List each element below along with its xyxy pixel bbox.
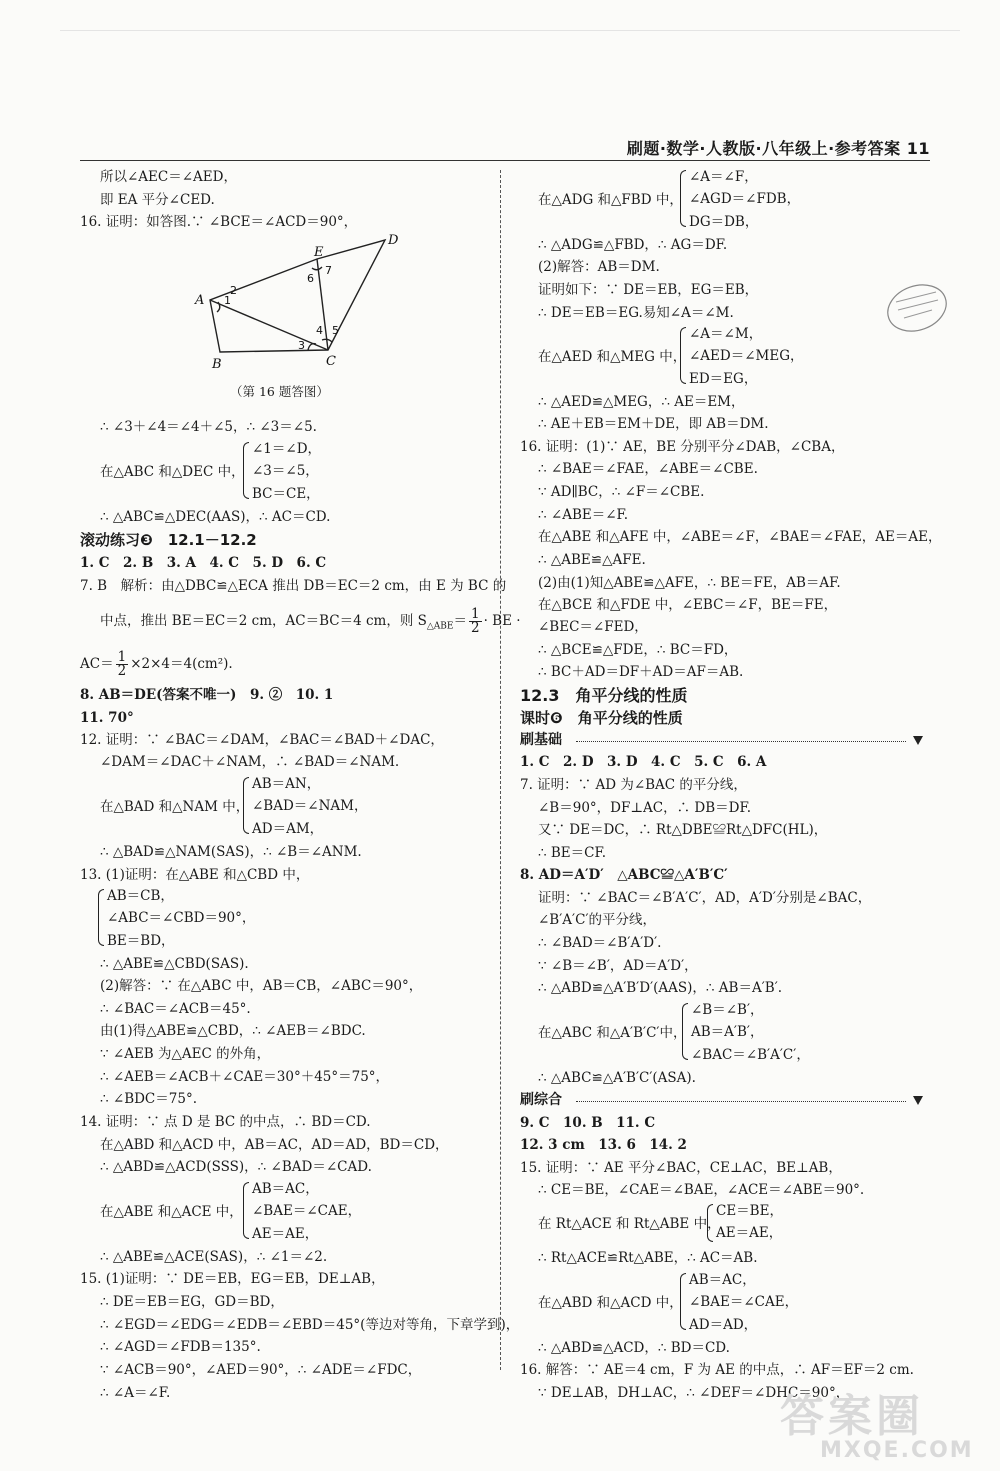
condition: ∠1＝∠D，: [252, 441, 322, 457]
text-line: ∴ △ABE≌△AFE.: [538, 552, 646, 568]
condition: ∠BAD＝∠NAM，: [252, 798, 368, 814]
text-line: 证明如下：∵ DE＝EB，EG＝EB，: [538, 282, 759, 298]
text-line: 证明：∵ ∠BAC＝∠B′A′C′，AD，A′D′分别是∠BAC，: [538, 890, 872, 906]
text-line: ∴ △ABE≌△ACE(SAS)，∴ ∠1＝∠2.: [100, 1249, 328, 1265]
condition: AE＝AE，: [252, 1226, 319, 1242]
fraction: [116, 651, 129, 678]
label-6: 6: [307, 272, 314, 285]
numerator: 1: [117, 649, 127, 665]
denominator: 2: [470, 620, 480, 636]
header-title: [627, 136, 930, 159]
label-e: E: [314, 245, 324, 260]
page-number: 11: [906, 139, 930, 158]
condition: ∠B＝∠B′，: [691, 1002, 764, 1018]
text-line: ∴ △ABD≌△A′B′D′(AAS)，∴ AB＝A′B′.: [538, 980, 783, 996]
text-line: ∠B′A′C′的平分线，: [538, 912, 657, 928]
subscript: △ABE: [426, 621, 454, 632]
text-segment: ＝: [453, 613, 467, 629]
condition: AB＝AC，: [252, 1181, 319, 1197]
text-line: ∵ ∠B＝∠B′，AD＝A′D′，: [538, 958, 698, 974]
answer-line: 8. AD＝A′D′ △ABC≌△A′B′C′: [520, 867, 728, 883]
text-line: ∴ ∠BAE＝∠FAE，∠ABE＝∠CBE.: [538, 461, 758, 477]
text-line: ∴ △BAD≌△NAM(SAS)，∴ ∠B＝∠ANM.: [100, 844, 362, 860]
text-line: ∴ BE＝CF.: [538, 845, 607, 861]
text-line: 15. (1)证明：∵ DE＝EB，EG＝EB，DE⊥AB，: [80, 1271, 385, 1287]
text-line: ∴ DE＝EB＝EG，GD＝BD，: [100, 1294, 284, 1310]
text-line: ∴ ∠EGD＝∠EDG＝∠EDB＝∠EBD＝45°(等边对等角，下章学到)，: [100, 1317, 520, 1333]
condition: DG＝DB，: [689, 214, 759, 230]
text-line: (2)解答：AB＝DM.: [538, 259, 660, 275]
text-line: ∴ △AED≌△MEG，∴ AE＝EM，: [538, 394, 745, 410]
condition: AD＝AD，: [689, 1317, 758, 1333]
text-line: ∴ ∠AGD＝∠FDB＝135°.: [100, 1339, 261, 1355]
system-intro: 在△ABC 和△DEC 中，: [100, 464, 245, 480]
text-line: 所以∠AEC＝∠AED，: [100, 169, 237, 185]
text-line: ∵ ∠AEB 为△AEC 的外角，: [100, 1046, 271, 1062]
answer-line: 1. C 2. B 3. A 4. C 5. D 6. C: [80, 555, 327, 571]
text-line: 16. 证明：如答图.∵ ∠BCE＝∠ACD＝90°，: [80, 214, 358, 230]
system-intro: 在△ADG 和△FBD 中，: [538, 192, 683, 208]
label-7: 7: [325, 264, 332, 277]
text-line: ∴ CE＝BE，∠CAE＝∠BAE，∠ACE＝∠ABE＝90°.: [538, 1182, 865, 1198]
label-b: B: [212, 357, 222, 372]
text-line: 在△ABD 和△ACD 中，AB＝AC，AD＝AD，BD＝CD，: [100, 1137, 449, 1153]
text-line: ∵ ∠ACB＝90°，∠AED＝90°，∴ ∠ADE＝∠FDC，: [100, 1362, 422, 1378]
condition: AE＝AE，: [716, 1225, 783, 1241]
system-intro: 在 Rt△ACE 和 Rt△ABE 中，: [538, 1216, 721, 1232]
label-a: A: [195, 293, 205, 308]
section-title: 12.3 角平分线的性质: [520, 686, 688, 705]
text-line: 13. (1)证明：在△ABE 和△CBD 中，: [80, 867, 310, 883]
label-3: 3: [298, 339, 305, 352]
text-line: 由(1)得△ABE≌△CBD，∴ ∠AEB＝∠BDC.: [100, 1023, 366, 1039]
system-intro: 在△AED 和△MEG 中，: [538, 349, 687, 365]
text-line: [80, 651, 233, 678]
watermark-url: MXQE.COM: [820, 1438, 974, 1463]
label-d: D: [388, 233, 399, 248]
text-line: 7. 证明：∵ AD 为∠BAC 的平分线，: [520, 777, 747, 793]
fraction: [469, 608, 482, 635]
text-line: ∴ ∠BDC＝75°.: [100, 1091, 197, 1107]
condition: ∠AGD＝∠FDB，: [689, 191, 801, 207]
condition: AB＝AN，: [252, 776, 321, 792]
system-intro: 在△ABD 和△ACD 中，: [538, 1295, 683, 1311]
text-line: 12. 证明：∵ ∠BAC＝∠DAM，∠BAC＝∠BAD＋∠DAC，: [80, 732, 444, 748]
brace: [707, 1204, 713, 1242]
book-title: 刷题·数学·人教版·八年级上·参考答案: [626, 139, 901, 158]
text-line: 16. 证明：(1)∵ AE，BE 分别平分∠DAB，∠CBA，: [520, 439, 845, 455]
text-line: 15. 证明：∵ AE 平分∠BAC，CE⊥AC，BE⊥AB，: [520, 1160, 842, 1176]
text-segment: ×2×4＝4(cm²).: [130, 656, 233, 672]
condition: ∠A＝∠F，: [689, 169, 758, 185]
dotted-rule: [576, 1101, 906, 1102]
answer-line: 11. 70°: [80, 710, 134, 726]
text-line: (2)解答：∵ 在△ABC 中，AB＝CB，∠ABC＝90°，: [100, 978, 423, 994]
brace: [243, 1182, 249, 1239]
text-line: ∠B＝90°，DF⊥AC，∴ DB＝DF.: [538, 800, 752, 816]
brace: [680, 1273, 686, 1330]
text-segment: 中点，推出 BE＝EC＝2 cm，AC＝BC＝4 cm，则 S: [100, 613, 427, 629]
practice-bar-label: 刷基础: [520, 732, 562, 748]
text-segment: · BE ·: [483, 613, 521, 629]
text-line: 7. B 解析：由△DBC≌△ECA 推出 DB＝EC＝2 cm，由 E 为 BC 的: [80, 578, 507, 594]
label-2: 2: [230, 284, 237, 297]
text-line: ∠BEC＝∠FED，: [538, 619, 648, 635]
text-line: 在△BCE 和△FDE 中，∠EBC＝∠F，BE＝FE，: [538, 597, 838, 613]
condition: ∠BAE＝∠CAE，: [252, 1203, 362, 1219]
condition: BE＝BD，: [107, 933, 175, 949]
condition: ∠3＝∠5，: [252, 463, 319, 479]
denominator: 2: [117, 663, 127, 679]
label-4: 4: [316, 324, 323, 337]
text-line: ∴ DE＝EB＝EG.易知∠A＝∠M.: [538, 305, 734, 321]
figure-16: [190, 230, 510, 372]
section-title: 滚动练习❸ 12.1－12.2: [80, 531, 257, 549]
watermark-logo: [770, 1380, 990, 1470]
triangle-down-icon: [913, 1096, 923, 1105]
line-ac: [210, 300, 328, 350]
header-rule: [80, 160, 930, 161]
label-c: C: [326, 354, 336, 369]
brace: [98, 889, 104, 946]
practice-bar-label: 刷综合: [520, 1092, 562, 1108]
text-line: ∴ AE＋EB＝EM＋DE，即 AB＝DM.: [538, 416, 769, 432]
text-line: ∴ △ADG≌△FBD，∴ AG＝DF.: [538, 237, 728, 253]
text-line: ∴ △BCE≌△FDE，∴ BC＝FD，: [538, 642, 738, 658]
text-line: 又∵ DE＝DC，∴ Rt△DBE≌Rt△DFC(HL)，: [538, 822, 828, 838]
figure-caption: （第 16 题答图）: [230, 384, 329, 399]
text-line: 16. 解答：∵ AE＝4 cm，F 为 AE 的中点，∴ AF＝EF＝2 cm.: [520, 1362, 914, 1378]
text-line: ∴ BC＋AD＝DF＋AD＝AF＝AB.: [538, 664, 744, 680]
text-line: 在△ABE 和△AFE 中，∠ABE＝∠F，∠BAE＝∠FAE，AE＝AE，: [538, 529, 942, 545]
text-segment: AC＝: [80, 656, 114, 672]
text-line: ∵ AD∥BC，∴ ∠F＝∠CBE.: [538, 484, 705, 500]
lesson-title: 课时❻ 角平分线的性质: [520, 709, 683, 727]
stamp-icon: [882, 278, 952, 338]
condition: BC＝CE，: [252, 486, 320, 502]
text-line: ∠DAM＝∠DAC＋∠NAM，∴ ∠BAD＝∠NAM.: [100, 754, 400, 770]
condition: CE＝BE，: [716, 1203, 783, 1219]
scan-edge-line: [60, 30, 960, 31]
page-header: [80, 136, 930, 158]
condition: AB＝AC，: [689, 1272, 756, 1288]
text-line: [100, 608, 521, 636]
condition: ∠AED＝∠MEG，: [689, 348, 804, 364]
text-line: 14. 证明：∵ 点 D 是 BC 的中点，∴ BD＝CD.: [80, 1114, 371, 1130]
watermark-text: 答案圈: [780, 1391, 924, 1442]
answer-line: 1. C 2. D 3. D 4. C 5. C 6. A: [520, 754, 767, 770]
answer-line: 12. 3 cm 13. 6 14. 2: [520, 1137, 687, 1153]
text-line: ∴ ∠AEB＝∠ACB＋∠CAE＝30°＋45°＝75°，: [100, 1069, 390, 1085]
text-line: 即 EA 平分∠CED.: [100, 192, 215, 208]
condition: ∠BAE＝∠CAE，: [689, 1294, 799, 1310]
condition: AB＝CB，: [107, 888, 174, 904]
text-line: ∴ ∠ABE＝∠F.: [538, 507, 629, 523]
system-intro: 在△ABE 和△ACE 中，: [100, 1204, 243, 1220]
label-1: 1: [224, 294, 231, 307]
brace: [680, 327, 686, 384]
text-line: ∵ DE⊥AB，DH⊥AC，∴ ∠DEF＝∠DHC＝90°，: [538, 1385, 850, 1401]
text-line: ∴ ∠BAC＝∠ACB＝45°.: [100, 1001, 251, 1017]
text-line: (2)由(1)知△ABE≌△AFE，∴ BE＝FE，AB＝AF.: [538, 575, 841, 591]
brace: [243, 442, 249, 499]
condition: AB＝A′B′，: [691, 1024, 764, 1040]
text-line: ∴ △ABE≌△CBD(SAS).: [100, 956, 249, 972]
text-line: ∴ △ABC≌△DEC(AAS)，∴ AC＝CD.: [100, 509, 331, 525]
brace: [243, 777, 249, 834]
system-intro: 在△ABC 和△A′B′C′中，: [538, 1025, 687, 1041]
label-5: 5: [332, 324, 339, 337]
numerator: 1: [470, 606, 480, 622]
brace: [682, 1003, 688, 1060]
condition: ED＝EG，: [689, 371, 758, 387]
brace: [680, 170, 686, 227]
system-intro: 在△BAD 和△NAM 中，: [100, 799, 250, 815]
triangle-down-icon: [913, 736, 923, 745]
text-line: ∴ △ABC≌△A′B′C′(ASA).: [538, 1070, 696, 1086]
text-line: ∴ ∠BAD＝∠B′A′D′.: [538, 935, 662, 951]
dotted-rule: [576, 741, 906, 742]
condition: AD＝AM，: [252, 821, 324, 837]
condition: ∠A＝∠M，: [689, 326, 763, 342]
answer-line: 8. AB＝DE(答案不唯一) 9. ② 10. 1: [80, 687, 334, 703]
text-line: ∴ △ABD≌△ACD(SSS)，∴ ∠BAD＝∠CAD.: [100, 1159, 372, 1175]
text-line: ∴ ∠A＝∠F.: [100, 1385, 171, 1401]
condition: ∠ABC＝∠CBD＝90°，: [107, 910, 256, 926]
angle-arc: [312, 267, 322, 270]
condition: ∠BAC＝∠B′A′C′，: [691, 1047, 810, 1063]
text-line: ∴ Rt△ACE≌Rt△ABE，∴ AC＝AB.: [538, 1250, 758, 1266]
text-line: ∴ △ABD≌△ACD，∴ BD＝CD.: [538, 1340, 730, 1356]
text-line: ∴ ∠3＋∠4＝∠4＋∠5，∴ ∠3＝∠5.: [100, 419, 317, 435]
answer-line: 9. C 10. B 11. C: [520, 1115, 656, 1131]
